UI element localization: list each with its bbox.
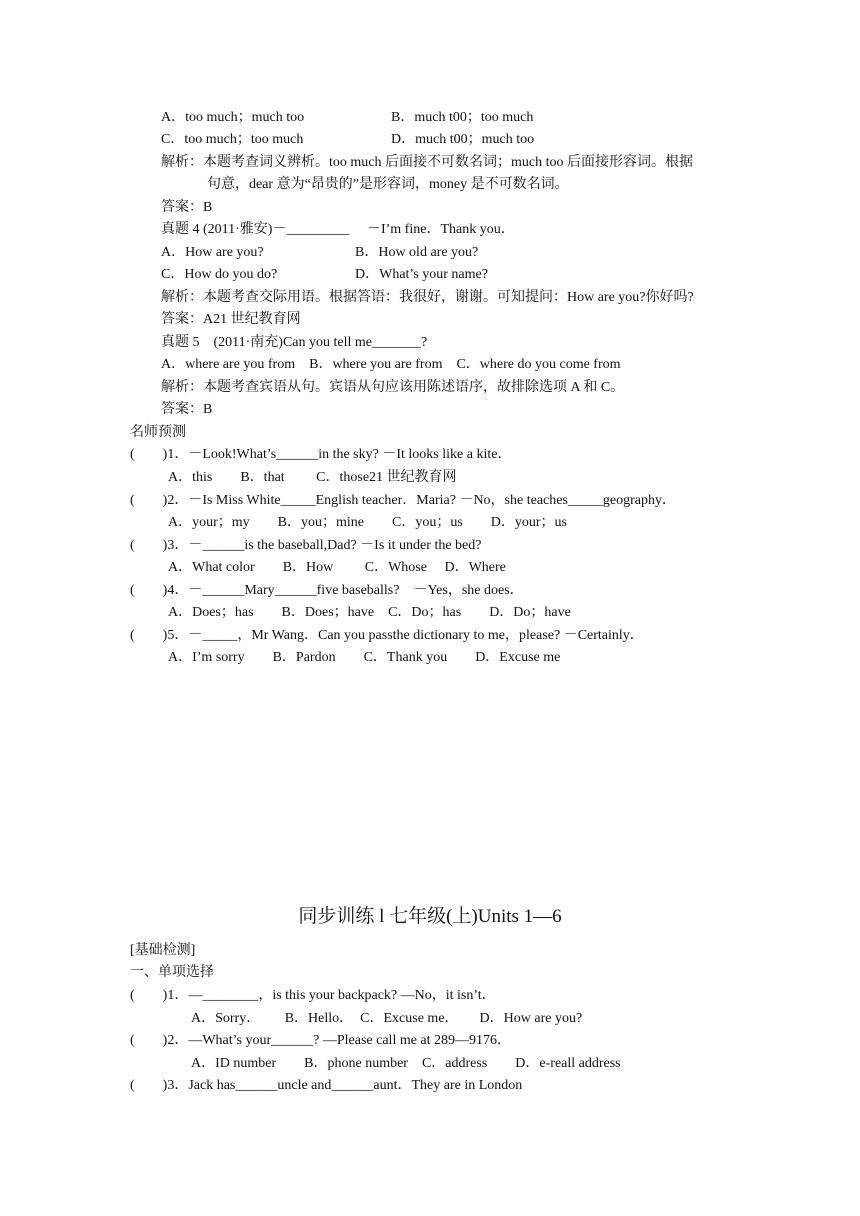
q4-answer: 答案：A21 世纪教育网 xyxy=(161,312,301,327)
training-subheading-single-choice: 一、单项选择 xyxy=(130,965,214,980)
q4-option-c: C．How do you do? xyxy=(161,267,278,282)
predict-q2-stem: ( )2．－Is Miss White_____English teacher．Maria? －No，she teaches_____geography． xyxy=(130,493,677,508)
q4-option-d: D．What’s your name? xyxy=(355,267,488,282)
q5-stem: 真题 5 (2011·南充)Can you tell me_______? xyxy=(161,335,428,350)
q5-options: A．where are you from B．where you are from C．where do you come from xyxy=(161,357,621,372)
training-title: 同步训练 l 七年级(上)Units 1—6 xyxy=(298,906,562,927)
q3-analysis-line2: 句意，dear 意为“昂贵的”是形容词，money 是不可数名词。 xyxy=(207,177,569,192)
predict-q4-stem: ( )4．－______Mary______five baseballs? －Yes，she does． xyxy=(130,583,524,598)
predict-q1-options: A．this B．that C．those21 世纪教育网 xyxy=(168,470,457,485)
predict-q5-options: A．I’m sorry B．Pardon C．Thank you D．Excuse me xyxy=(168,650,561,665)
training-q3-stem: ( )3．Jack has______uncle and______aunt．They are in London xyxy=(130,1078,523,1093)
predict-q2-options: A．your；my B．you；mine C．you；us D．your；us xyxy=(168,515,567,530)
training-q1-options: A．Sorry． B．Hello． C．Excuse me． D．How are you? xyxy=(191,1011,583,1026)
training-q2-stem: ( )2．—What’s your______? —Please call me at 289—9176． xyxy=(130,1033,512,1048)
q4-option-a: A．How are you? xyxy=(161,245,264,260)
q3-option-a: A．too much；much too xyxy=(161,110,305,125)
q3-option-d: D．much t00；much too xyxy=(391,132,535,147)
q4-option-b: B．How old are you? xyxy=(355,245,479,260)
q4-stem: 真题 4 (2011·雅安)－_________ －I’m fine．Thank you． xyxy=(161,222,515,237)
q3-answer: 答案：B xyxy=(161,200,213,215)
q3-option-c: C．too much；too much xyxy=(161,132,304,147)
q5-answer: 答案：B xyxy=(161,402,213,417)
predict-q3-options: A．What color B．How C．Whose D．Where xyxy=(168,560,506,575)
predict-q3-stem: ( )3．－______is the baseball,Dad? －Is it under the bed? xyxy=(130,538,482,553)
predict-heading: 名师预测 xyxy=(130,425,186,440)
q3-analysis-line1: 解析：本题考查词义辨析。too much 后面接不可数名词；much too 后面接形容词。根据 xyxy=(161,155,693,170)
q4-analysis: 解析：本题考查交际用语。根据答语：我很好，谢谢。可知提问：How are you?你好吗? xyxy=(161,290,694,305)
training-q1-stem: ( )1．—________，is this your backpack? —No，it isn’t． xyxy=(130,988,496,1003)
predict-q1-stem: ( )1．－Look!What’s______in the sky? －It looks like a kite． xyxy=(130,447,512,462)
training-subheading-basic: [基础检测] xyxy=(130,943,196,958)
q3-option-b: B．much t00；too much xyxy=(391,110,534,125)
predict-q5-stem: ( )5．－_____，Mr Wang．Can you passthe dictionary to me，please? －Certainly． xyxy=(130,628,644,643)
q5-analysis: 解析：本题考查宾语从句。宾语从句应该用陈述语序，故排除选项 A 和 C。 xyxy=(161,380,625,395)
training-q2-options: A．ID number B．phone number C．address D．e-reall address xyxy=(191,1056,621,1071)
predict-q4-options: A．Does；has B．Does；have C．Do；has D．Do；have xyxy=(168,605,571,620)
